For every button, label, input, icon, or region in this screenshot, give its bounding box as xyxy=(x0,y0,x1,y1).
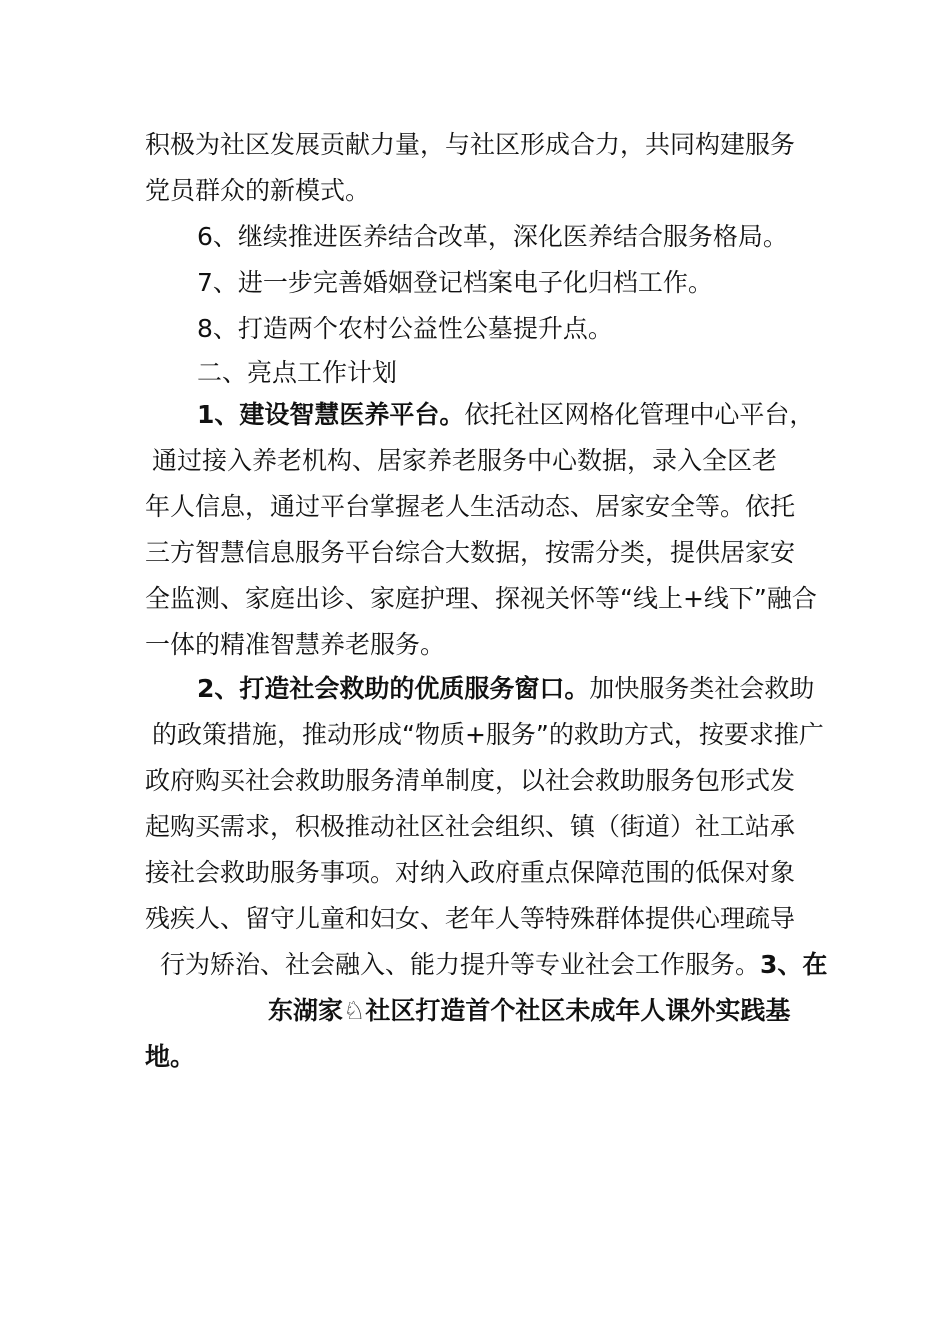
section3-heading: 地。 xyxy=(145,1042,196,1071)
section2-line: 接社会救助服务事项。对纳入政府重点保障范围的低保对象 xyxy=(145,858,796,887)
section1-text: 依托社区网格化管理中心平台， xyxy=(464,400,815,429)
list-item-6: 6、继续推进医养结合改革，深化医养结合服务格局。 xyxy=(197,222,788,251)
section2-line: 起购买需求，积极推动社区社会组织、镇（街道）社工站承 xyxy=(145,812,796,841)
paragraph-line: 党员群众的新模式。 xyxy=(145,176,371,205)
section1-line: 三方智慧信息服务平台综合大数据，按需分类，提供居家安 xyxy=(145,538,796,567)
section2-line: 政府购买社会救助服务清单制度，以社会救助服务包形式发 xyxy=(145,766,796,795)
section2-text: 加快服务类社会救助 xyxy=(589,674,815,703)
section2-first-line xyxy=(0,672,950,706)
section1-heading: 1、建设智慧医养平台。 xyxy=(197,400,465,429)
section2-heading: 2、打造社会救助的优质服务窗口。 xyxy=(197,674,590,703)
section2-line: 残疾人、留守儿童和妇女、老年人等特殊群体提供心理疏导 xyxy=(145,904,796,933)
section3-heading-start: 3、在 xyxy=(760,950,828,979)
section3-heading: 东湖家♘社区打造首个社区未成年人课外实践基 xyxy=(268,996,791,1025)
section-heading: 二、亮点工作计划 xyxy=(197,358,398,387)
paragraph-line: 积极为社区发展贡献力量，与社区形成合力，共同构建服务 xyxy=(145,130,796,159)
section1-line: 通过接入养老机构、居家养老服务中心数据，录入全区老 xyxy=(152,446,778,475)
section1-line: 全监测、家庭出诊、家庭护理、探视关怀等“线上+线下”融合 xyxy=(145,584,817,613)
section1-line: 年人信息，通过平台掌握老人生活动态、居家安全等。依托 xyxy=(145,492,796,521)
section2-line: 的政策措施，推动形成“物质+服务”的救助方式，按要求推广 xyxy=(152,720,824,749)
list-item-8: 8、打造两个农村公益性公墓提升点。 xyxy=(197,314,613,343)
section2-text: 行为矫治、社会融入、能力提升等专业社会工作服务。 xyxy=(160,950,761,979)
section1-first-line xyxy=(0,398,950,432)
list-item-7: 7、进一步完善婚姻登记档案电子化归档工作。 xyxy=(197,268,713,297)
section1-line: 一体的精准智慧养老服务。 xyxy=(145,630,446,659)
section2-last-line xyxy=(0,948,950,982)
